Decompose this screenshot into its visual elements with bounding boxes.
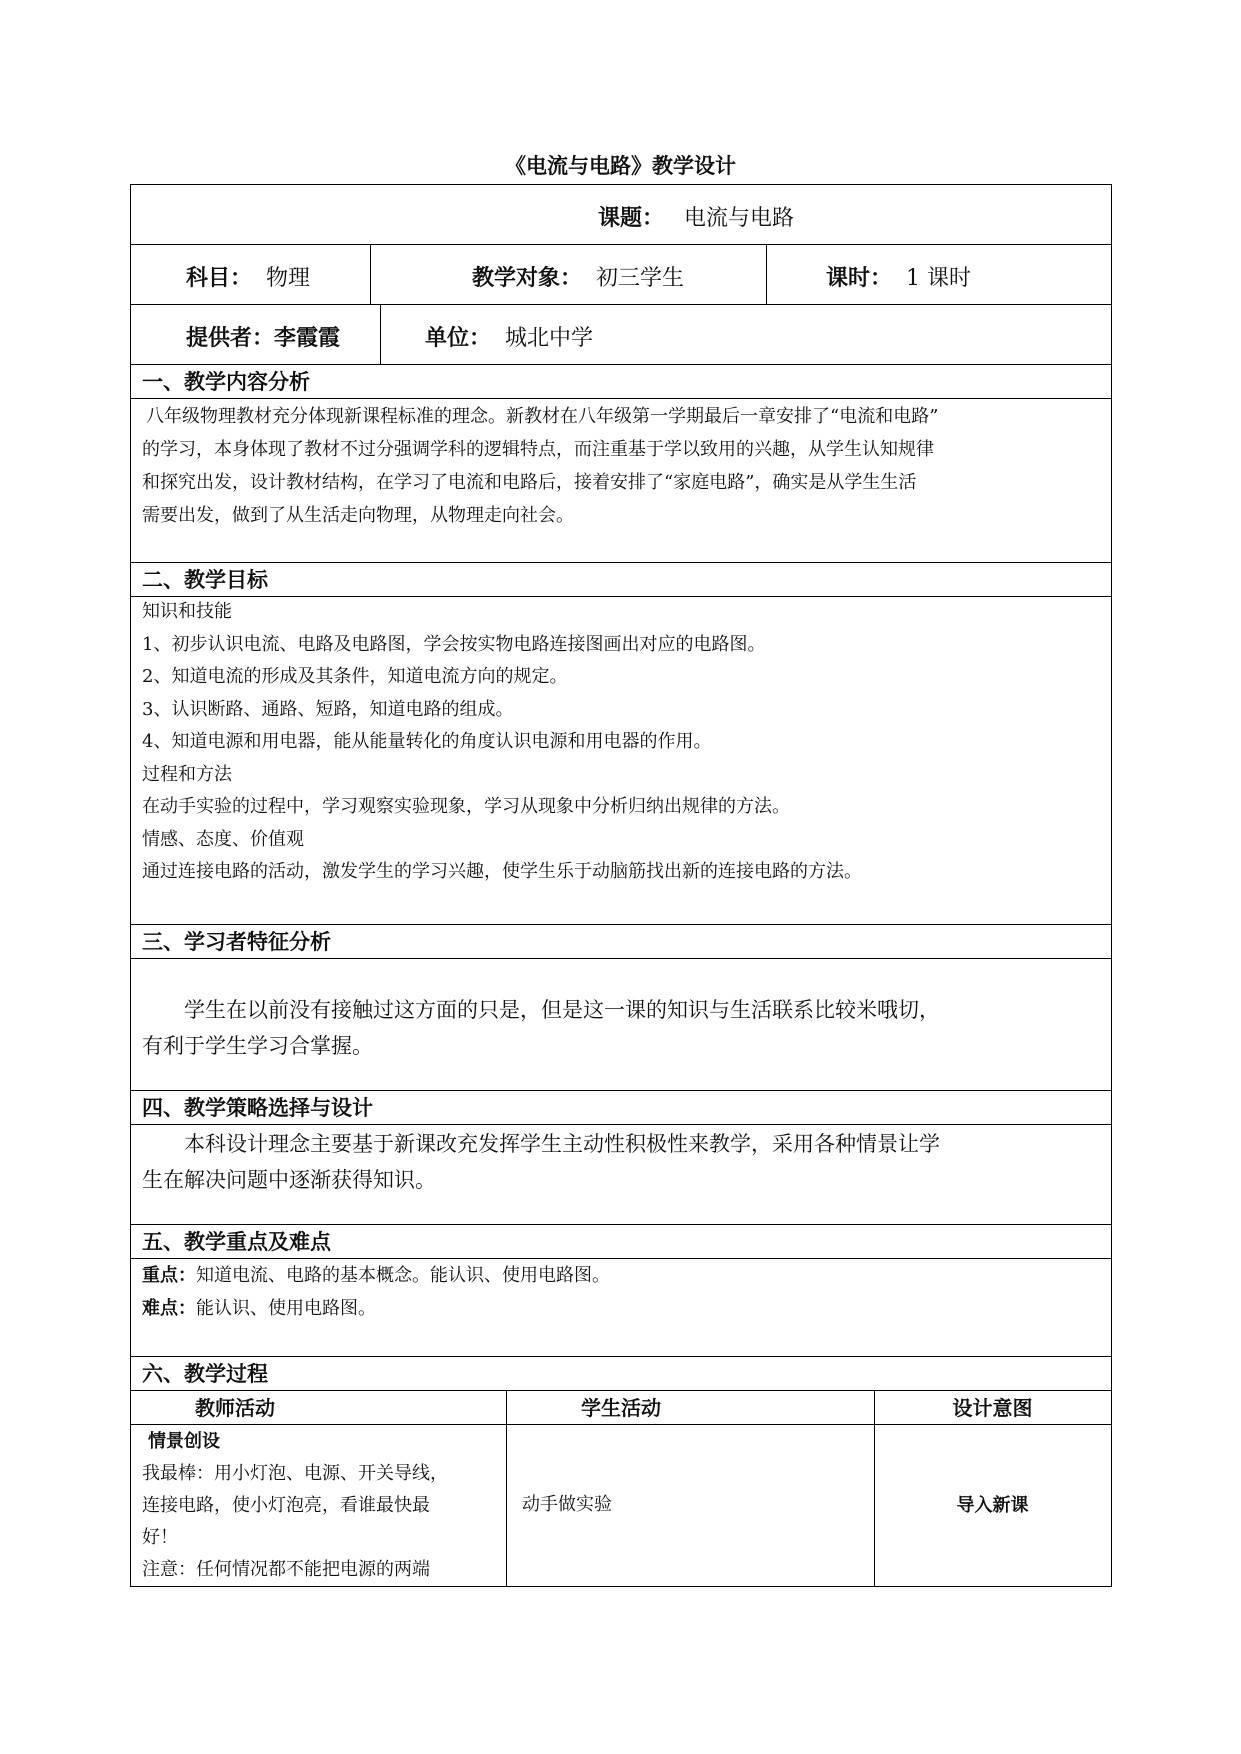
section-heading: 二、教学目标 <box>142 567 268 592</box>
section-body <box>142 1126 1108 1198</box>
row-divider <box>130 958 1112 959</box>
teacher-activity-cell <box>142 1426 502 1586</box>
paragraph-line: 在动手实验的过程中，学习观察实验现象，学习从现象中分析归纳出规律的方法。 <box>142 796 790 817</box>
col-divider <box>380 304 381 364</box>
unit-label: 单位： <box>425 325 492 351</box>
paragraph-line: 学生在以前没有接触过这方面的只是，但是这一课的知识与生活联系比较米哦切， <box>184 998 940 1022</box>
hours-label: 课时： <box>826 265 893 291</box>
subject-value: 物理 <box>266 266 311 291</box>
paragraph-line: 有利于学生学习合掌握。 <box>142 1034 373 1058</box>
unit-value: 城北中学 <box>505 326 594 351</box>
row-divider <box>130 562 1112 563</box>
table-border-left <box>130 184 131 1587</box>
paragraph-line: 生在解决问题中逐渐获得知识。 <box>142 1168 436 1192</box>
paragraph-line: 知识和技能 <box>142 601 232 622</box>
key-point-label: 重点： <box>142 1265 196 1286</box>
paragraph-line: 情感、态度、价值观 <box>142 828 304 850</box>
teacher-activity-line: 连接电路，使小灯泡亮，看谁最快最 <box>142 1495 430 1516</box>
row-divider <box>130 364 1112 365</box>
row-divider <box>130 1090 1112 1091</box>
hours-cell <box>826 261 971 292</box>
row-divider <box>130 304 1112 305</box>
section-body <box>142 1259 1108 1325</box>
difficulty-text: 能认识、使用电路图。 <box>196 1298 376 1319</box>
subject-cell <box>186 261 310 292</box>
audience-cell <box>472 261 684 292</box>
column-header-teacher: 教师活动 <box>195 1396 275 1420</box>
row-divider <box>130 244 1112 245</box>
section-heading: 四、教学策略选择与设计 <box>142 1095 373 1120</box>
row-divider <box>130 1124 1112 1125</box>
section-heading: 五、教学重点及难点 <box>142 1229 331 1254</box>
audience-value: 初三学生 <box>596 266 685 291</box>
table-border-right <box>1111 184 1112 1587</box>
table-border-top <box>130 184 1112 185</box>
section-body <box>142 400 1108 532</box>
paragraph-line: 4、知道电源和用电器，能从能量转化的角度认识电源和用电器的作用。 <box>142 731 712 752</box>
difficulty-label: 难点： <box>142 1298 196 1319</box>
paragraph-line: 的学习，本身体现了教材不过分强调学科的逻辑特点，而注重基于学以致用的兴趣，从学生认知规律 <box>142 439 934 460</box>
col-divider <box>370 244 371 304</box>
row-divider <box>130 398 1112 399</box>
col-divider <box>766 244 767 304</box>
paragraph-line: 2、知道电流的形成及其条件，知道电流方向的规定。 <box>142 666 568 687</box>
topic-label: 课题： <box>597 205 664 231</box>
teacher-activity-heading: 情景创设 <box>148 1431 220 1452</box>
topic-value: 电流与电路 <box>684 206 795 231</box>
subject-label: 科目： <box>186 265 253 291</box>
section-heading: 一、教学内容分析 <box>142 369 310 394</box>
row-divider <box>130 1356 1112 1357</box>
paragraph-line: 和探究出发，设计教材结构，在学习了电流和电路后，接着安排了“家庭电路”，确实是从学生生活 <box>142 472 917 493</box>
hours-value: 1 课时 <box>906 266 972 291</box>
paragraph-line: 过程和方法 <box>142 763 232 785</box>
paragraph-line: 本科设计理念主要基于新课改充发挥学生主动性积极性来教学，采用各种情景让学 <box>184 1132 940 1156</box>
unit-cell <box>425 321 593 352</box>
row-divider <box>130 1390 1112 1391</box>
document-title: 《电流与电路》教学设计 <box>505 153 736 178</box>
audience-label: 教学对象： <box>472 265 583 291</box>
paragraph-line: 八年级物理教材充分体现新课程标准的理念。新教材在八年级第一学期最后一章安排了“电流和电路” <box>146 406 939 427</box>
row-divider <box>130 924 1112 925</box>
table-border-bottom <box>130 1586 1112 1587</box>
section-heading: 六、教学过程 <box>142 1361 268 1386</box>
provider-cell: 提供者：李霞霞 <box>186 325 341 351</box>
paragraph-line: 3、认识断路、通路、短路，知道电路的组成。 <box>142 698 514 720</box>
column-header-student: 学生活动 <box>581 1396 661 1420</box>
section-heading: 三、学习者特征分析 <box>142 929 331 954</box>
section-body <box>142 596 1108 889</box>
lesson-plan-table <box>130 184 1112 1587</box>
topic-row <box>130 201 1112 232</box>
teacher-activity-line: 好！ <box>142 1527 178 1548</box>
student-activity-cell: 动手做实验 <box>522 1494 612 1515</box>
key-point-line <box>142 1259 1108 1292</box>
teacher-activity-line: 我最棒：用小灯泡、电源、开关导线， <box>142 1463 448 1484</box>
column-header-intent: 设计意图 <box>952 1396 1033 1420</box>
key-point-text: 知道电流、电路的基本概念。能认识、使用电路图。 <box>196 1265 610 1286</box>
teacher-activity-line: 注意：任何情况都不能把电源的两端 <box>142 1559 430 1580</box>
design-intent-cell: 导入新课 <box>956 1495 1029 1516</box>
paragraph-line: 通过连接电路的活动，激发学生的学习兴趣，使学生乐于动脑筋找出新的连接电路的方法。 <box>142 861 862 882</box>
paragraph-line: 1、初步认识电流、电路及电路图，学会按实物电路连接图画出对应的电路图。 <box>142 633 766 655</box>
row-divider <box>130 1424 1112 1425</box>
difficulty-line <box>142 1292 1108 1325</box>
row-divider <box>130 1224 1112 1225</box>
section-body <box>142 992 1108 1064</box>
paragraph-line: 需要出发，做到了从生活走向物理，从物理走向社会。 <box>142 505 574 526</box>
